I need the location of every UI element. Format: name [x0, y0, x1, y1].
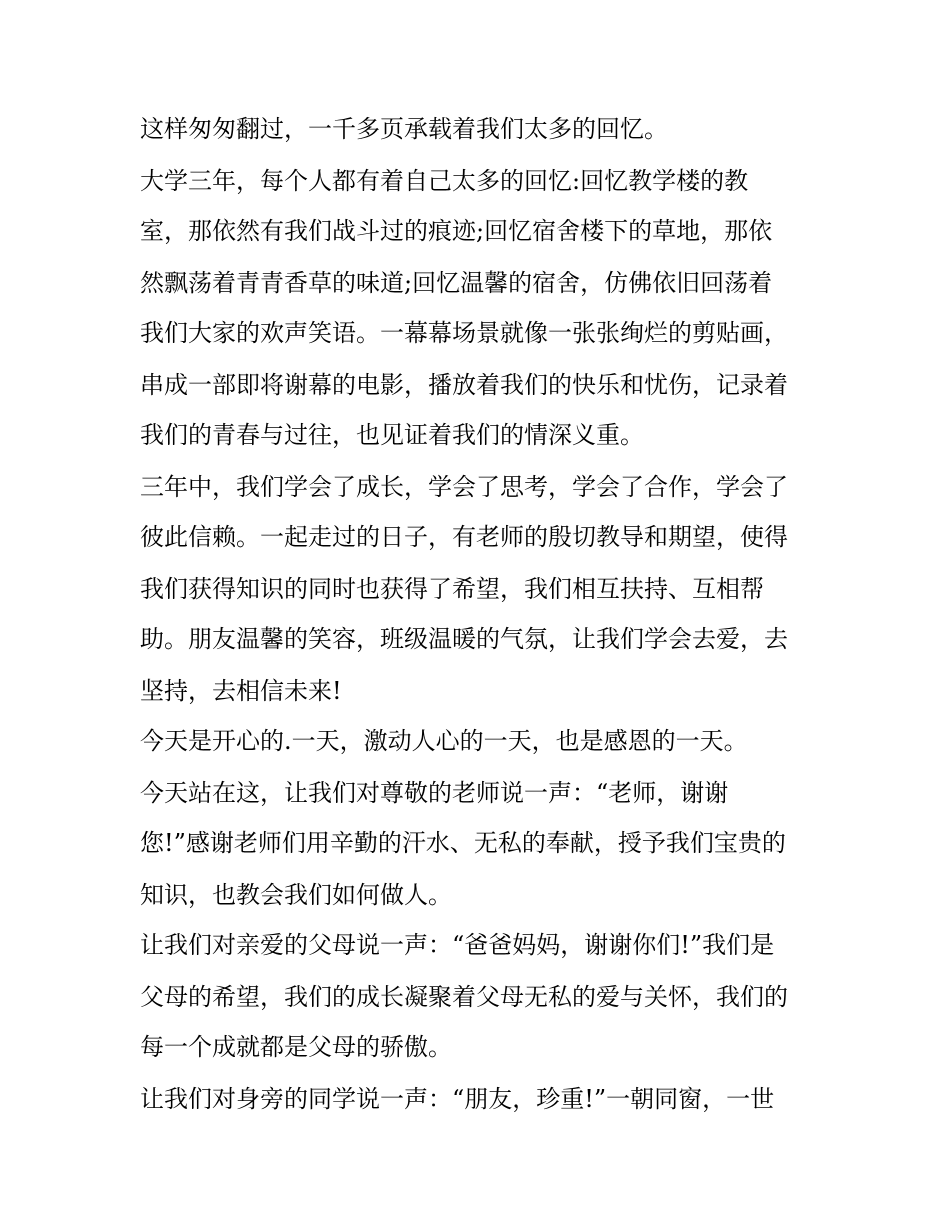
text-line: 彼此信赖。一起走过的日子，有老师的殷切教导和期望，使得 [140, 523, 788, 551]
text-line: 让我们对亲爱的父母说一声：“爸爸妈妈，谢谢你们!”我们是 [140, 931, 775, 959]
text-line: 父母的希望，我们的成长凝聚着父母无私的爱与关怀，我们的 [140, 983, 788, 1011]
text-line: 坚持，去相信未来! [140, 677, 342, 705]
text-line: 大学三年，每个人都有着自己太多的回忆:回忆教学楼的教 [140, 167, 749, 195]
text-line: 串成一部即将谢幕的电影，播放着我们的快乐和忧伤，记录着 [140, 371, 788, 399]
text-line: 让我们对身旁的同学说一声：“朋友，珍重!”一朝同窗，一世 [140, 1085, 775, 1113]
text-line: 我们获得知识的同时也获得了希望，我们相互扶持、互相帮 [140, 575, 764, 603]
text-line: 今天是开心的.一天，激动人心的一天，也是感恩的一天。 [140, 727, 748, 755]
text-line: 助。朋友温馨的笑容，班级温暖的气氛，让我们学会去爱，去 [140, 625, 788, 653]
text-line: 我们的青春与过往，也见证着我们的情深义重。 [140, 421, 644, 449]
text-line: 每一个成就都是父母的骄傲。 [140, 1033, 452, 1061]
text-line: 您!”感谢老师们用辛勤的汗水、无私的奉献，授予我们宝贵的 [140, 829, 786, 857]
text-line: 今天站在这，让我们对尊敬的老师说一声：“老师，谢谢 [140, 779, 729, 807]
text-line: 三年中，我们学会了成长，学会了思考，学会了合作，学会了 [140, 473, 788, 501]
text-line: 知识，也教会我们如何做人。 [140, 881, 452, 909]
text-line: 室，那依然有我们战斗过的痕迹;回忆宿舍楼下的草地，那依 [140, 217, 773, 245]
text-line: 我们大家的欢声笑语。一幕幕场景就像一张张绚烂的剪贴画， [140, 319, 788, 347]
text-line: 这样匆匆翻过，一千多页承载着我们太多的回忆。 [140, 115, 668, 143]
text-line: 然飘荡着青青香草的味道;回忆温馨的宿舍，仿佛依旧回荡着 [140, 269, 773, 297]
